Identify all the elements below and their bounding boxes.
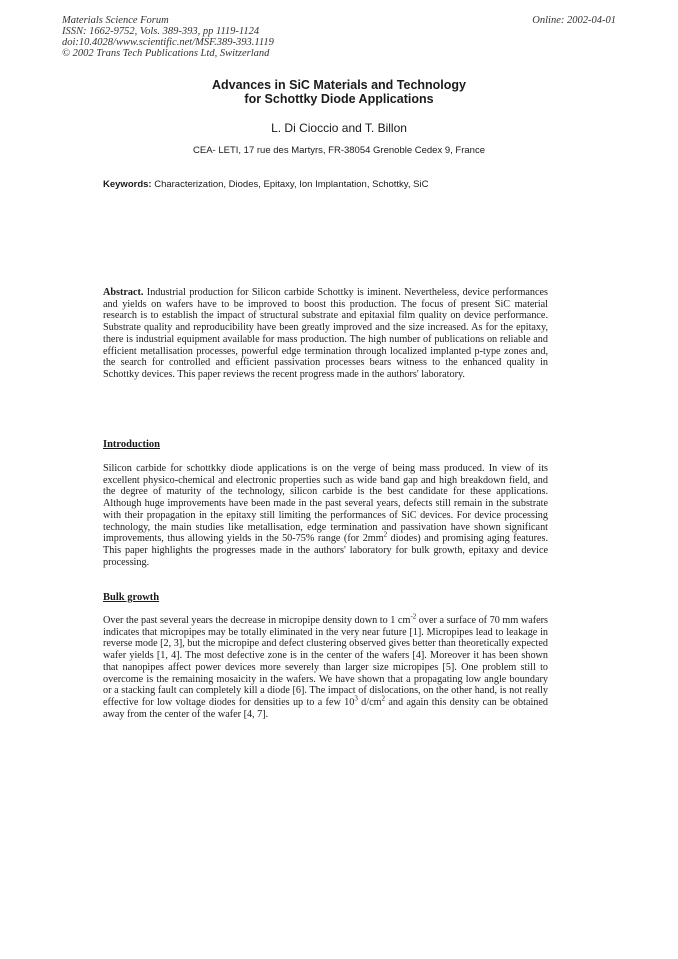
authors: L. Di Cioccio and T. Billon bbox=[271, 121, 407, 135]
keywords bbox=[103, 179, 428, 190]
bulk-text-2: over a surface of 70 mm wafers indicates that micropipes may be totally eliminated in the very near future [1]. Micropipes lead to leakage in reverse mode [2, 3], but the micropipe and defect clustering observed gives better than theoretically expected wafer yields [1, 4]. The most defective zone is in the center of the wafers [4]. Moreover it has been shown that nanopipes affect power devices more severely than larger size micropipes [5]. One problem still to overcome is the remaining mosaicity in the wafers. We have shown that a propagating low angle boundary or a stacking fault can completely kill a diode [6]. The impact of dislocations, on the other hand, is not really effective for low voltage diodes for densities up to a few 10 bbox=[103, 615, 548, 708]
introduction-heading: Introduction bbox=[103, 439, 160, 450]
bulk-text-3: d/cm bbox=[357, 696, 382, 708]
intro-superscript: 2 bbox=[383, 530, 388, 539]
introduction-paragraph bbox=[103, 463, 548, 568]
bulk-text-4: and again this density can be obtained away from the center of the wafer [4, 7]. bbox=[103, 696, 549, 720]
intro-text-2: diodes) and promising aging features. This paper highlights the progresses made in the authors' laboratory for bulk growth, epitaxy and device processing. bbox=[103, 533, 549, 568]
abstract bbox=[103, 287, 548, 381]
keywords-label: Keywords: bbox=[103, 179, 152, 190]
intro-text-1: Silicon carbide for schottkky diode applications is on the verge of being mass produced. In view of its excellent physico-chemical and electronic properties such as wide band gap and high breakdown field, and the degree of maturity of the technology, silicon carbide is the best candidate for these applications. Although huge improvements have been made in the past several years, defects still remain in the substrate with their propagation in the epitaxy still limiting the performances of SiC devices. For device processing technology, the main studies like metallisation, edge termination and passivation have shown significant improvements, thus allowing yields in the 50-75% range (for 2mm bbox=[103, 463, 548, 545]
issn-line: ISSN: 1662-9752, Vols. 389-393, pp 1119-1124 bbox=[62, 26, 260, 37]
bulk-superscript-1: -2 bbox=[410, 612, 417, 621]
affiliation: CEA- LETI, 17 rue des Martyrs, FR-38054 Grenoble Cedex 9, France bbox=[193, 145, 485, 156]
bulk-superscript-2: 3 bbox=[354, 694, 358, 703]
bulk-growth-heading: Bulk growth bbox=[103, 592, 160, 603]
keywords-text: Characterization, Diodes, Epitaxy, Ion Implantation, Schottky, SiC bbox=[151, 179, 429, 190]
bulk-superscript-3: 2 bbox=[381, 694, 386, 703]
abstract-label: Abstract. bbox=[103, 287, 144, 298]
title-line-2: for Schottky Diode Applications bbox=[244, 92, 434, 106]
copyright-line: © 2002 Trans Tech Publications Ltd, Switzerland bbox=[62, 48, 270, 59]
title-line-1: Advances in SiC Materials and Technology bbox=[212, 78, 466, 92]
doi-link[interactable]: doi:10.4028/www.scientific.net/MSF.389-393.1119 bbox=[62, 37, 274, 48]
paper-title bbox=[0, 78, 678, 106]
abstract-text: Industrial production for Silicon carbide Schottky is iminent. Nevertheless, device performances and yields on wafers have to be improved to boost this production. The focus of present SiC material research is to establish the impact of structural substrate and epitaxial film quality on device performance. Substrate quality and reproducibility have been greatly improved and the size increased. As for the epitaxy, there is industrial equipment available for mass production. The high number of publications on reliable and efficient metallisation processes, powerful edge termination through localized implanted p-type zones and, the search for controlled and efficient passivation processes bears witness to the enhanced quality in Schottky devices. This paper reviews the recent progress made in the authors' laboratory. bbox=[103, 287, 548, 380]
online-date: Online: 2002-04-01 bbox=[532, 15, 616, 26]
journal-header bbox=[62, 15, 274, 59]
bulk-growth-paragraph bbox=[103, 612, 549, 720]
journal-name: Materials Science Forum bbox=[62, 15, 169, 26]
bulk-text-1: Over the past several years the decrease in micropipe density down to 1 cm bbox=[103, 615, 411, 626]
